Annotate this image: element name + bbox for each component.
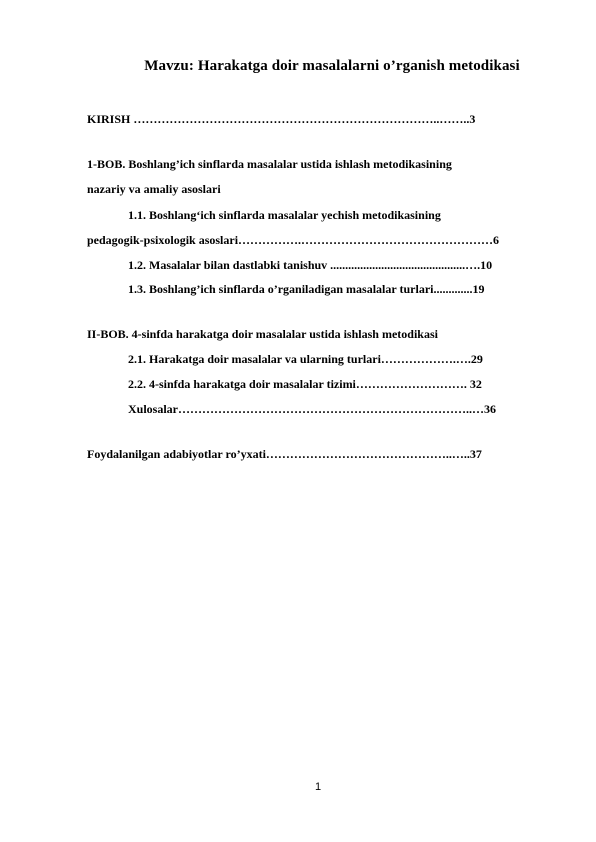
toc-entry-chapter-1-cont: nazariy va amaliy asoslari bbox=[87, 182, 221, 196]
toc-entry-1-1-cont: pedagogik-psixologik asoslari…………….…………………………………………6 bbox=[87, 233, 500, 247]
toc-entry-2-2: 2.2. 4-sinfda harakatga doir masalalar tizimi………………………. 32 bbox=[128, 377, 482, 391]
toc-entry-1-1: 1.1. Boshlang‘ich sinflarda masalalar yechish metodikasining bbox=[128, 208, 441, 222]
page-number: 1 bbox=[314, 781, 322, 793]
toc-entry-1-2: 1.2. Masalalar bilan dastlabki tanishuv .............................................….10 bbox=[128, 258, 493, 272]
toc-entry-xulosalar: Xulosalar………………………………………………………………..…36 bbox=[128, 402, 497, 416]
toc-entry-chapter-1: 1-BOB. Boshlang’ich sinflarda masalalar ustida ishlash metodikasining bbox=[87, 157, 452, 171]
toc-entry-chapter-2: II-BOB. 4-sinfda harakatga doir masalalar ustida ishlash metodikasi bbox=[87, 327, 438, 341]
document-title: Mavzu: Harakatga doir masalalarni o’rganish metodikasi bbox=[144, 58, 520, 74]
toc-entry-2-1: 2.1. Harakatga doir masalalar va ularning turlari……………….….29 bbox=[128, 352, 483, 366]
toc-entry-bibliography: Foydalanilgan adabiyotlar ro’yxati………………………………………..…..37 bbox=[87, 447, 482, 461]
toc-entry-kirish: KIRISH …………………………………………………………………..……..3 bbox=[87, 112, 476, 126]
toc-entry-1-3: 1.3. Boshlang’ich sinflarda o’rganiladigan masalalar turlari.............19 bbox=[128, 282, 485, 296]
